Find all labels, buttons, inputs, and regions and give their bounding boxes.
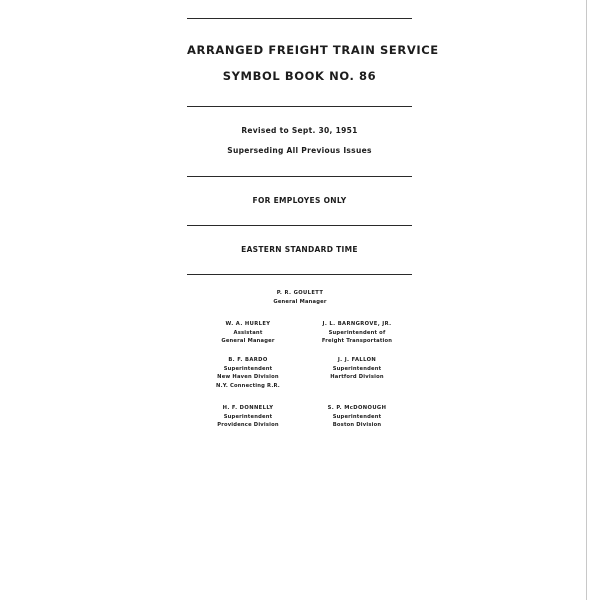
- officer-name: S. P. McDONOUGH: [327, 405, 387, 411]
- officer-title: N.Y. Connecting R.R.: [216, 382, 280, 389]
- officer-barngrove: [302, 320, 412, 346]
- officer-title: New Haven Division: [217, 374, 279, 380]
- officer-title: Boston Division: [332, 422, 382, 428]
- time-standard: EASTERN STANDARD TIME: [241, 245, 358, 254]
- officer-bardo: [193, 356, 303, 390]
- officer-title: Superintendent: [332, 413, 382, 420]
- title-block: [187, 43, 439, 83]
- officer-fallon: [302, 356, 412, 382]
- rule-after-title: [187, 106, 412, 107]
- revision-block: [187, 126, 412, 156]
- officer-name: W. A. HURLEY: [225, 321, 271, 327]
- notice-block: [187, 196, 412, 206]
- officer-title: Hartford Division: [330, 374, 384, 380]
- officer-title: Freight Transportation: [321, 338, 393, 344]
- officer-title: Assistant: [233, 329, 263, 336]
- officer-hurley: [193, 320, 303, 346]
- officer-name: B. F. BARDO: [228, 357, 268, 363]
- officer-name: H. F. DONNELLY: [222, 405, 274, 411]
- rule-after-revision: [187, 176, 412, 177]
- officer-name: P. R. GOULETT: [276, 290, 324, 296]
- officer-title: Superintendent of: [328, 329, 386, 336]
- officer-title: Superintendent: [223, 413, 273, 420]
- time-standard-block: [187, 245, 412, 255]
- rule-after-time: [187, 274, 412, 275]
- officer-name: J. L. BARNGROVE, JR.: [322, 321, 392, 327]
- officer-title: Providence Division: [217, 422, 279, 428]
- officer-name: J. J. FALLON: [337, 357, 377, 363]
- title-line-2: SYMBOL BOOK NO. 86: [222, 69, 377, 83]
- officer-title: General Manager: [221, 338, 275, 344]
- officer-donnelly: [193, 404, 303, 430]
- page-edge-line: [586, 0, 587, 600]
- title-line-1: ARRANGED FREIGHT TRAIN SERVICE: [187, 43, 439, 57]
- employes-only-notice: FOR EMPLOYES ONLY: [252, 196, 347, 205]
- rule-top: [187, 18, 412, 19]
- officer-title: General Manager: [273, 298, 327, 305]
- revised-date: Revised to Sept. 30, 1951: [241, 126, 358, 135]
- officer-title: Superintendent: [332, 365, 382, 372]
- officer-title: Superintendent: [223, 365, 273, 372]
- superseding-note: Superseding All Previous Issues: [227, 146, 372, 155]
- officer-mcdonough: [302, 404, 412, 430]
- rule-after-notice: [187, 225, 412, 226]
- officer-goulett: [237, 289, 363, 306]
